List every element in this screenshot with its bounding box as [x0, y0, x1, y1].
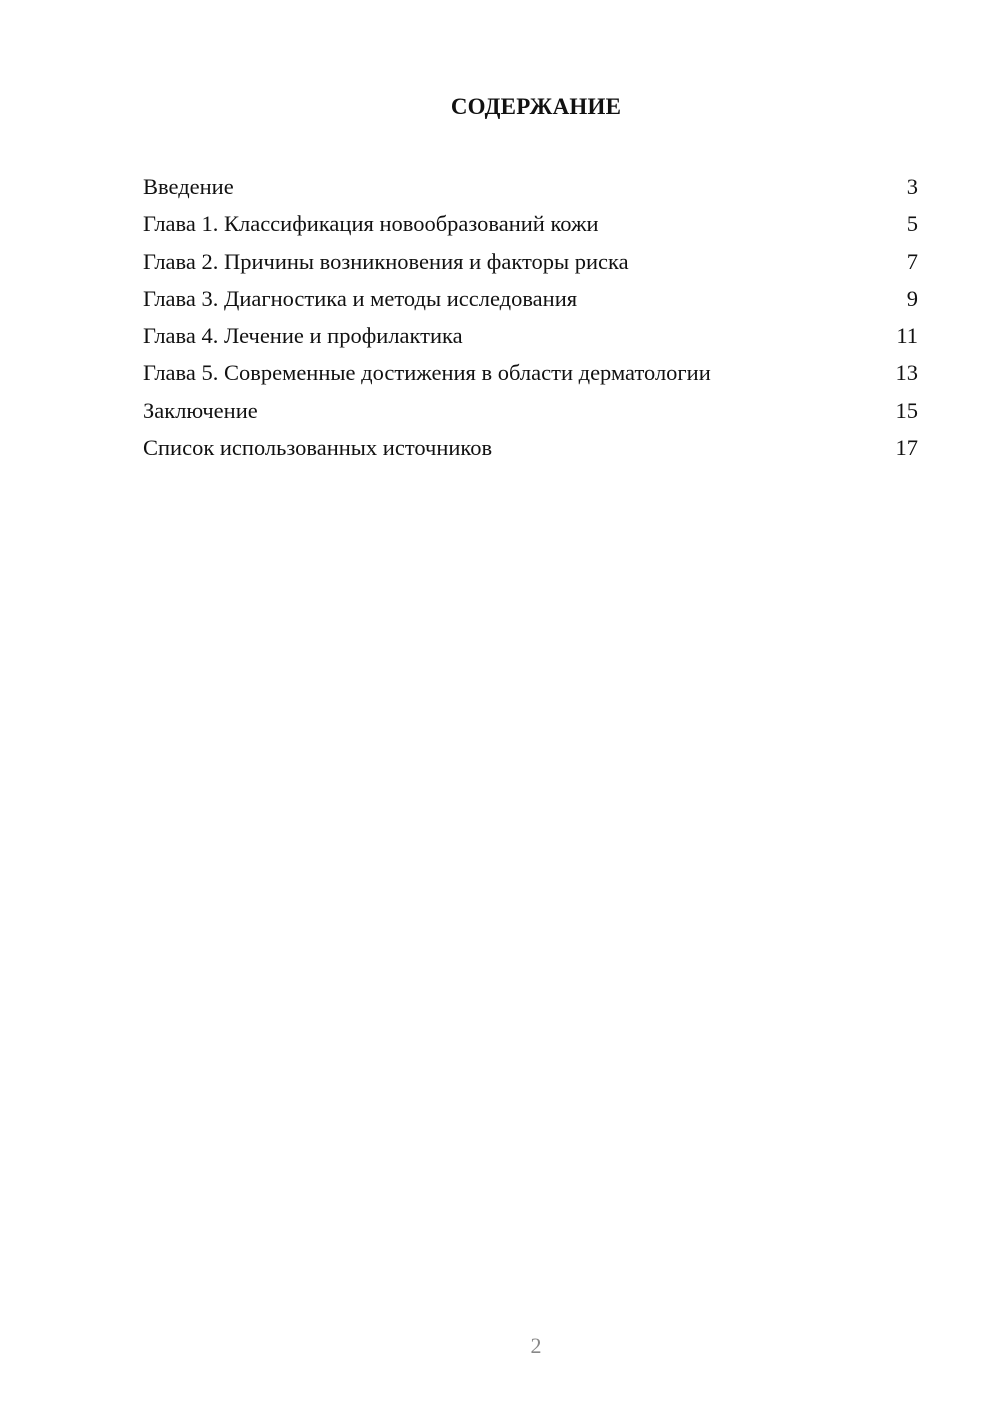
toc-entry-label: Глава 1. Классификация новообразований кожи [143, 211, 599, 237]
toc-entry-label: Глава 2. Причины возникновения и факторы риска [143, 248, 629, 274]
toc-entry-label: Глава 4. Лечение и профилактика [143, 323, 463, 349]
toc-entry-chapter-2[interactable] [143, 243, 918, 280]
page-number: 2 [530, 1333, 542, 1358]
toc-entry-page: 5 [906, 211, 918, 237]
toc-entry-label: Список использованных источников [143, 435, 493, 461]
toc-entry-conclusion[interactable] [143, 392, 918, 429]
toc-entry-label: Заключение [143, 397, 258, 423]
toc-entry-chapter-3[interactable] [143, 280, 918, 317]
toc-entry-chapter-4[interactable] [143, 317, 918, 354]
toc-entry-label: Введение [143, 174, 234, 199]
toc-entry-introduction[interactable] [143, 168, 918, 205]
toc-entry-chapter-1[interactable] [143, 205, 918, 242]
toc-entry-page: 15 [895, 397, 918, 423]
toc-entry-page: 7 [906, 248, 918, 274]
toc-entry-page: 13 [895, 360, 918, 386]
toc-entry-page: 17 [895, 435, 918, 461]
toc-entry-page: 11 [896, 323, 918, 349]
toc-entry-page: 3 [906, 174, 918, 199]
toc-entry-references[interactable] [143, 429, 918, 466]
table-of-contents [143, 168, 918, 466]
toc-entry-label: Глава 3. Диагностика и методы исследования [143, 285, 578, 311]
toc-entry-label: Глава 5. Современные достижения в области дерматологии [143, 360, 711, 386]
page-title: СОДЕРЖАНИЕ [450, 94, 622, 119]
toc-entry-page: 9 [906, 285, 918, 311]
toc-entry-chapter-5[interactable] [143, 354, 918, 391]
